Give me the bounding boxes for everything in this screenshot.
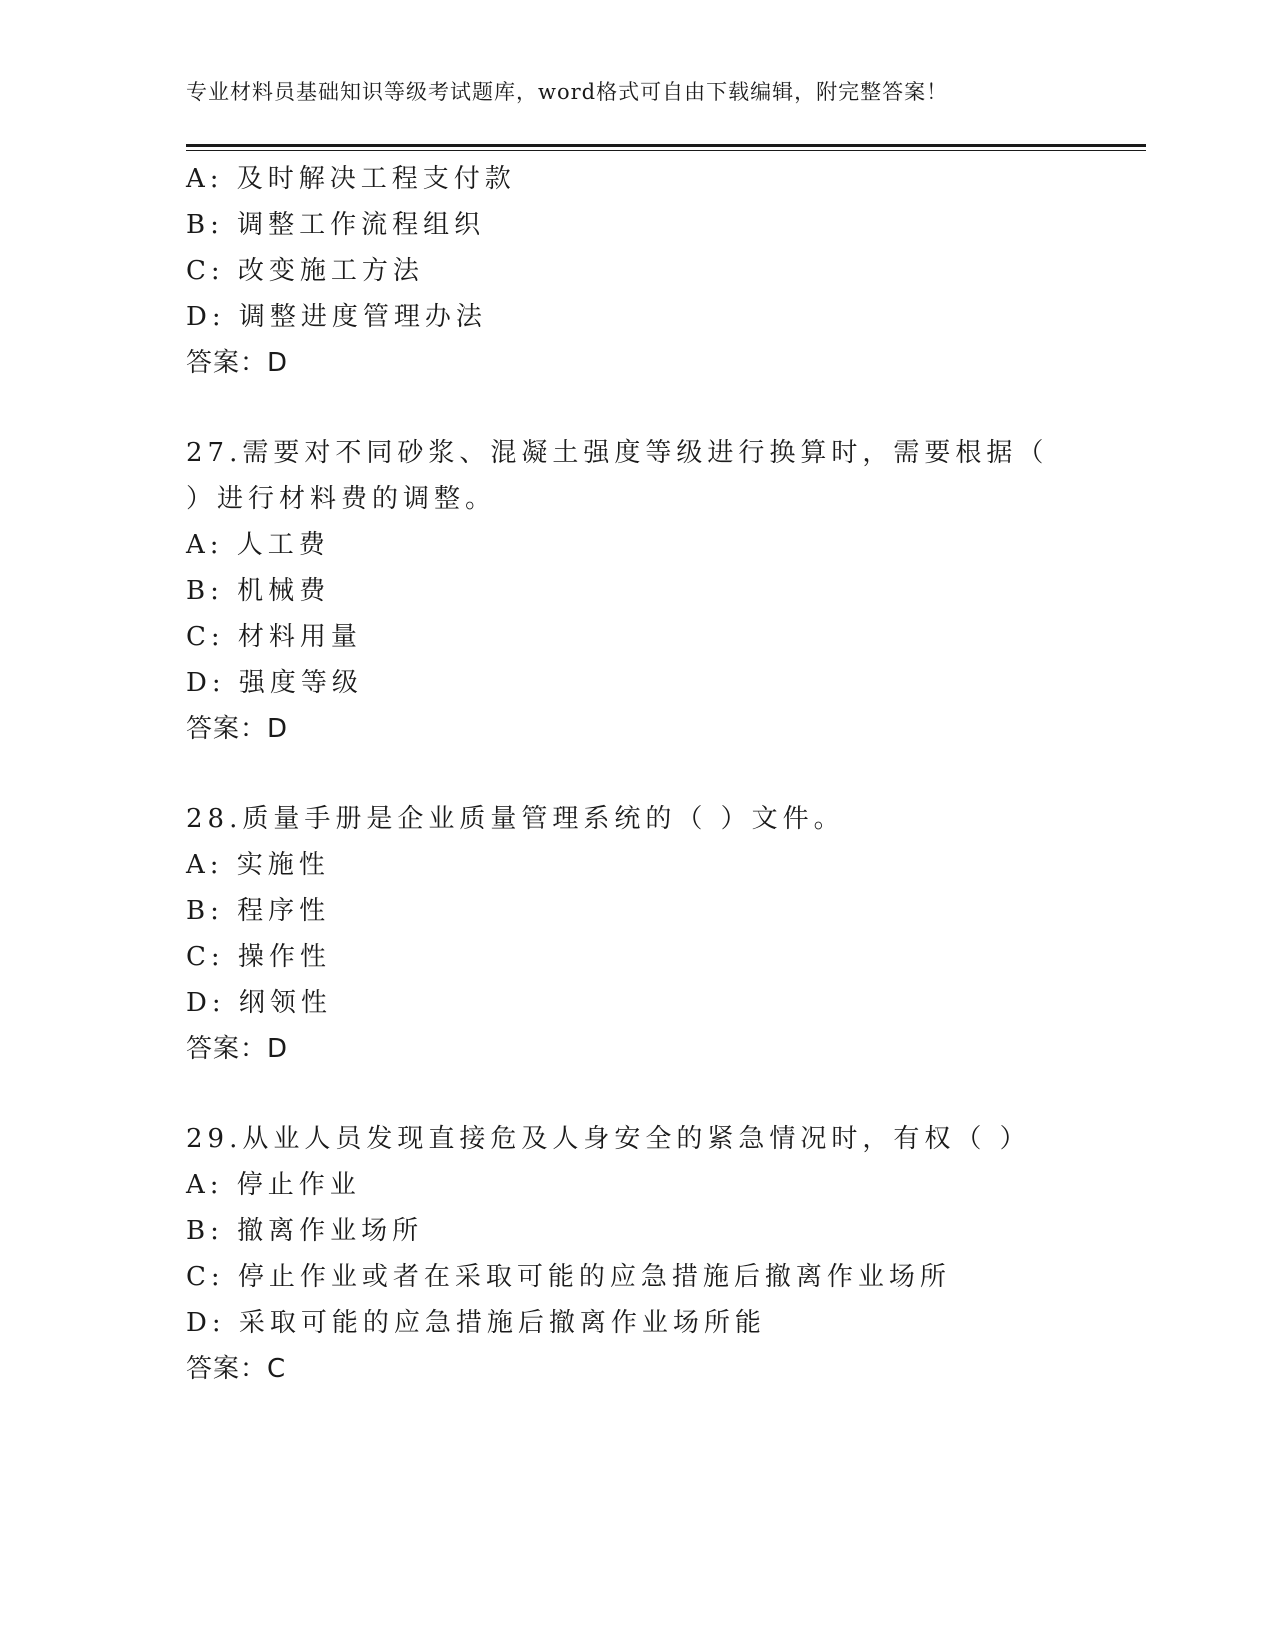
question-block <box>186 1116 1086 1392</box>
option-a: A: 实施性 <box>186 850 330 880</box>
option-a: A: 及时解决工程支付款 <box>186 164 516 194</box>
question-stem: 27.需要对不同砂浆、混凝土强度等级进行换算时，需要根据（ ）进行材料费的调整。 <box>186 438 1049 514</box>
spacer <box>186 386 1086 430</box>
option-b: B: 机械费 <box>186 576 331 606</box>
option-a: A: 停止作业 <box>186 1170 361 1200</box>
answer: 答案：C <box>186 1354 287 1384</box>
answer: 答案：D <box>186 714 289 744</box>
question-stem: 29.从业人员发现直接危及人身安全的紧急情况时，有权（ ） <box>186 1124 1031 1154</box>
option-c: C: 停止作业或者在采取可能的应急措施后撤离作业场所 <box>186 1262 951 1292</box>
option-b: B: 程序性 <box>186 896 331 926</box>
option-d: D: 采取可能的应急措施后撤离作业场所能 <box>186 1308 766 1338</box>
option-d: D: 强度等级 <box>186 668 363 698</box>
option-c: C: 改变施工方法 <box>186 256 424 286</box>
option-c: C: 操作性 <box>186 942 331 972</box>
header-rule-thick <box>186 144 1146 147</box>
spacer <box>186 752 1086 796</box>
question-block <box>186 796 1086 1072</box>
question-list <box>186 156 1086 1392</box>
option-d: D: 调整进度管理办法 <box>186 302 487 332</box>
option-a: A: 人工费 <box>186 530 330 560</box>
option-d: D: 纲领性 <box>186 988 332 1018</box>
option-b: B: 调整工作流程组织 <box>186 210 486 240</box>
question-stem: 28.质量手册是企业质量管理系统的（ ）文件。 <box>186 804 845 834</box>
answer: 答案：D <box>186 348 289 378</box>
answer: 答案：D <box>186 1034 289 1064</box>
option-b: B: 撤离作业场所 <box>186 1216 424 1246</box>
spacer <box>186 1072 1086 1116</box>
question-block <box>186 156 1086 386</box>
question-block <box>186 430 1086 752</box>
option-c: C: 材料用量 <box>186 622 362 652</box>
page-header: 专业材料员基础知识等级考试题库，word格式可自由下载编辑，附完整答案！ <box>186 80 949 104</box>
header-rule-thin <box>186 150 1146 151</box>
